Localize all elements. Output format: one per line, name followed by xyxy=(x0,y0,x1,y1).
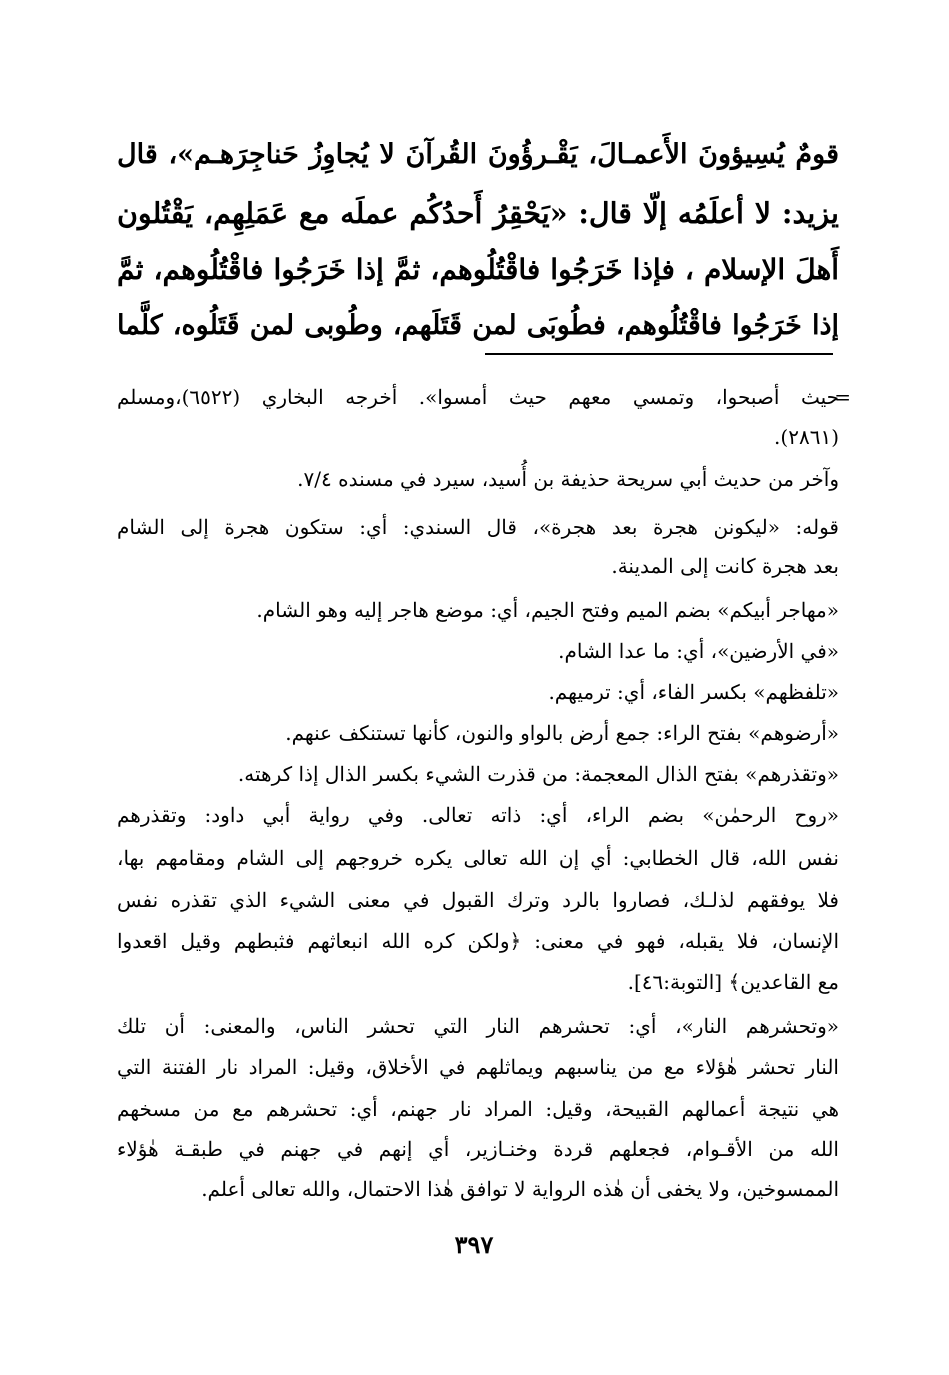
footnote-line: «أرضوهم» بفتح الراء: جمع أرض بالواو والنون، كأنها تستنكف عنهم. xyxy=(285,721,839,745)
footnote-line: وآخر من حديث أبي سريحة حذيفة بن أُسيد، سيرد في مسنده ٧/٤. xyxy=(297,467,839,491)
footnote-line: «روح الرحمٰن» بضم الراء، أي: ذاته تعالى. وفي رواية أبي داود: وتقذرهم xyxy=(117,803,839,827)
footnote-line: «وتحشرهم النار»، أي: تحشرهم النار التي تحشر الناس، والمعنى: أن تلك xyxy=(117,1014,839,1038)
footnote-line: مع القاعدين﴾ [التوبة:٤٦]. xyxy=(627,970,839,994)
footnote-line: (٢٨٦١). xyxy=(774,425,839,449)
footnote-continuation-mark: = xyxy=(834,385,851,409)
main-text-line: قومٌ يُسِيؤونَ الأَعمـالَ، يَقْـرؤُونَ القُرآنَ لا يُجاوِزُ حَناجِرَهـم»، قال xyxy=(117,139,839,170)
footnote-line: «تلفظهم» بكسر الفاء، أي: ترميهم. xyxy=(548,680,839,704)
footnote-line: الممسوخين، ولا يخفى أن هٰذه الرواية لا توافق هٰذا الاحتمال، والله تعالى أعلم. xyxy=(201,1177,839,1201)
footnote-line: نفس الله، قال الخطابي: أي إن الله تعالى يكره خروجهم إلى الشام ومقامهم بها، xyxy=(117,846,839,870)
main-text-line: يزيد: لا أعلَمُه إلّا قال: «يَحْقِرُ أَحدُكُم عملَه مع عَمَلِهِم، يَقْتُلون xyxy=(117,196,839,230)
footnote-line: بعد هجرة كانت إلى المدينة. xyxy=(611,554,839,578)
footnote-line: فلا يوفقهم لذلـك، فصاروا بالرد وترك القبول في معنى الشيء الذي تقذره نفس xyxy=(117,888,839,912)
main-text-line: أَهلَ الإسلام ، فإذا خَرَجُوا فاقْتُلُوهم، ثمَّ إذا خَرَجُوا فاقْتُلُوهم، ثمَّ xyxy=(117,253,839,286)
footnote-line: «مهاجر أبيكم» بضم الميم وفتح الجيم، أي: موضع هاجر إليه وهو الشام. xyxy=(256,598,839,622)
footnote-line: «في الأرضين»، أي: ما عدا الشام. xyxy=(558,639,839,663)
footnote-line: «وتقذرهم» بفتح الذال المعجمة: من قذرت الشيء بكسر الذال إذا كرهته. xyxy=(237,762,839,786)
page-number: ٣٩٧ xyxy=(454,1230,494,1259)
footnote-line: النار تحشر هٰؤلاء مع من يناسبهم ويماثلهم في الأخلاق، وقيل: المراد نار الفتنة التي xyxy=(117,1055,839,1079)
footnote-line: حيث أصبحوا، وتمسي معهم حيث أمسوا». أخرجه البخاري (٦٥٢٢)،ومسلم xyxy=(117,385,839,409)
footnote-line: قوله: «ليكونن هجرة بعد هجرة»، قال السندي: أي: ستكون هجرة إلى الشام xyxy=(117,515,839,539)
footnote-separator-rule xyxy=(485,353,833,355)
footnote-line: الله من الأقـوام، فجعلهم قردة وخنـازير، أي إنهم في جهنم في طبقـة هٰؤلاء xyxy=(117,1137,839,1161)
footnote-line: هي نتيجة أعمالهم القبيحة، وقيل: المراد نار جهنم، أي: تحشرهم مع من مسخهم xyxy=(117,1097,839,1121)
main-text-line: إذا خَرَجُوا فاقْتُلُوهم، فطُوبَى لمن قَتَلَهم، وطُوبى لمن قَتَلُوه، كلَّما xyxy=(117,310,839,341)
footnote-line: الإنسان، فلا يقبله، فهو في معنى: ﴿ولكن كره الله انبعاثهم فثبطهم وقيل اقعدوا xyxy=(117,929,839,953)
